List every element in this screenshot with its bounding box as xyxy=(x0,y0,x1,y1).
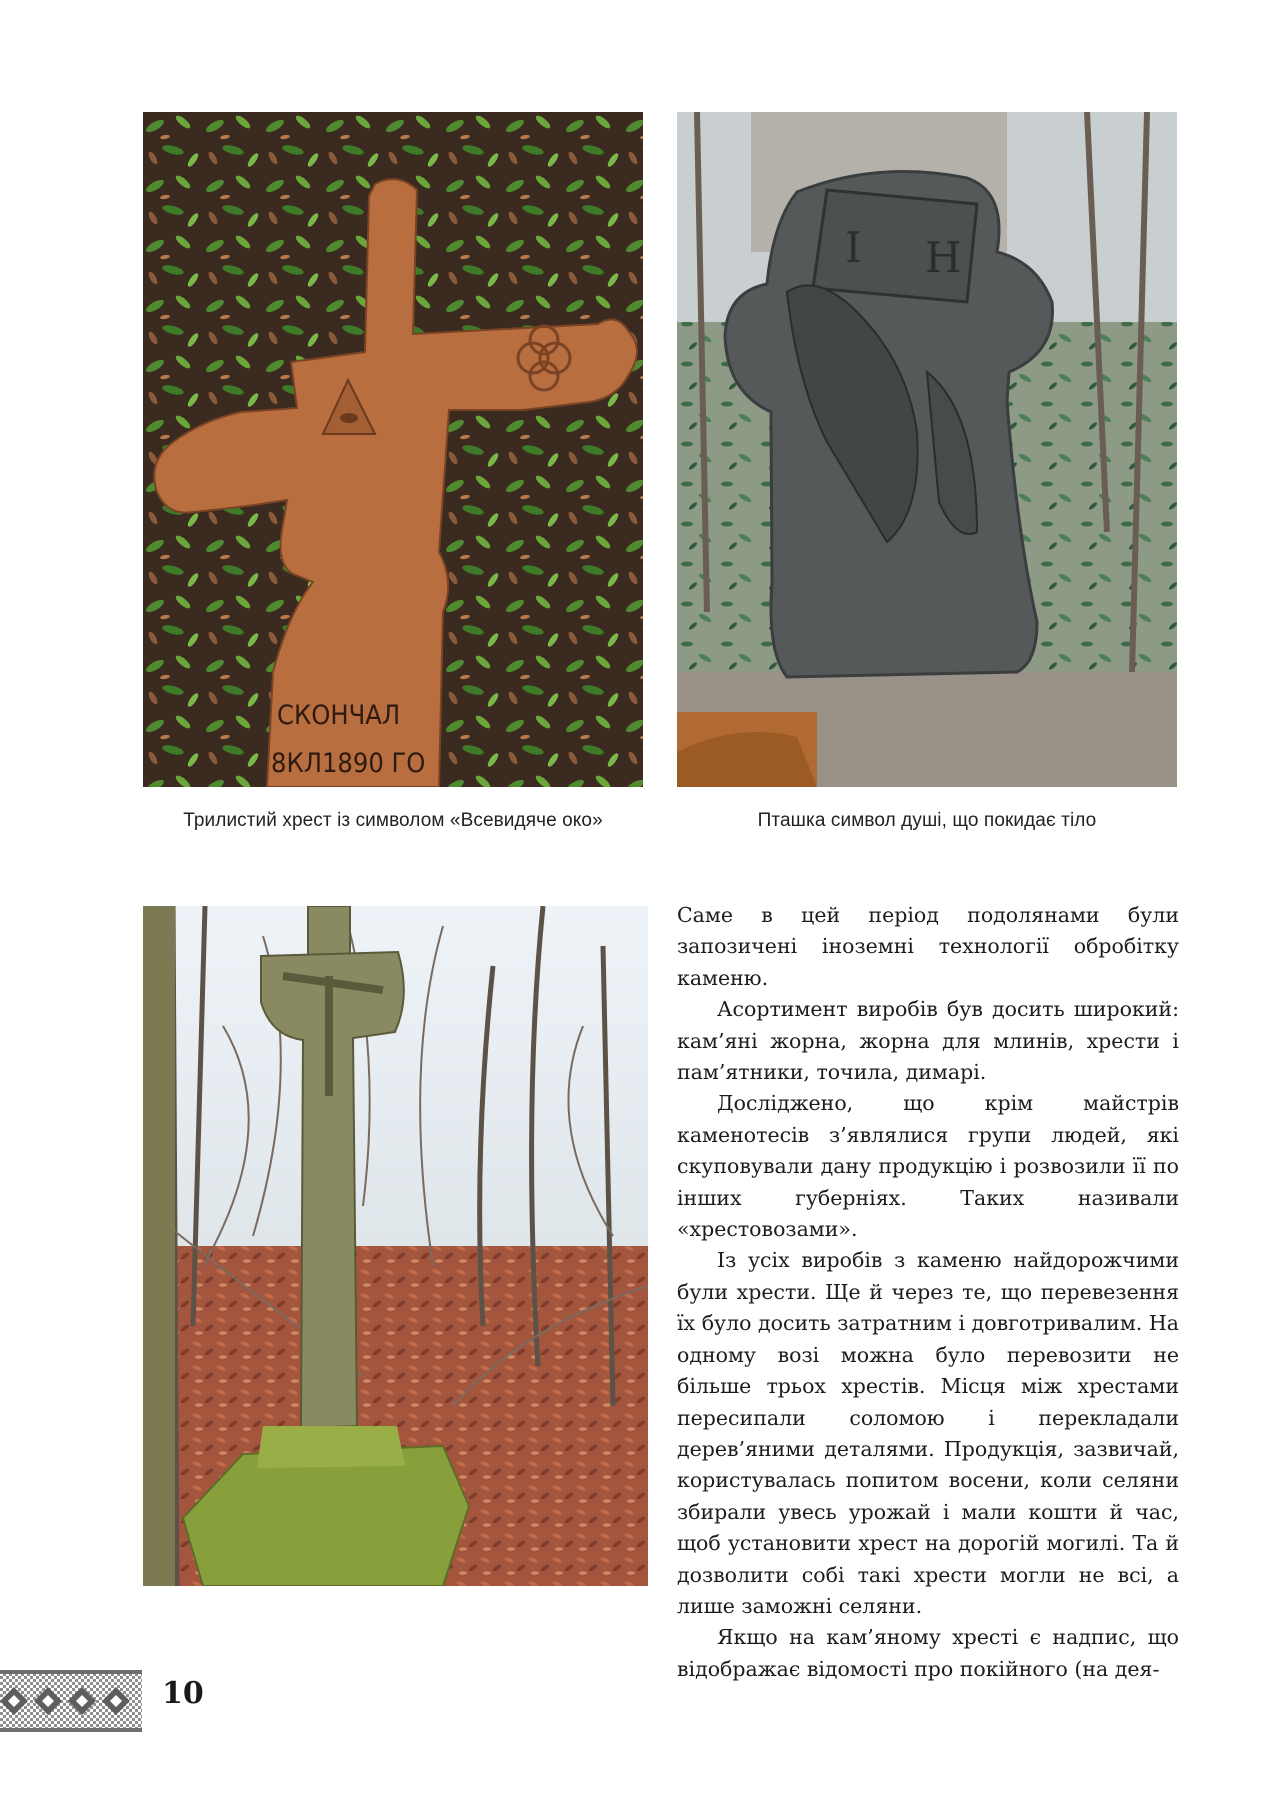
photo1-inscription-line1: СКОНЧАЛ xyxy=(277,700,401,731)
photo-trefoil-cross xyxy=(143,112,643,787)
embroidery-ornament xyxy=(0,1670,142,1732)
photo2-letter-left: І xyxy=(845,223,862,272)
photo-forest-cross xyxy=(143,906,648,1586)
page-number: 10 xyxy=(162,1676,204,1711)
photo2-letter-right: Н xyxy=(925,233,962,282)
article-text xyxy=(677,900,1179,1685)
paragraph-3: Досліджено, що крім майстрів каменотесів з’являлися групи людей, які скуповували дану продукцію і розвозили її по інших губерніях. Таких називали «хрестовозами». xyxy=(677,1091,1179,1242)
paragraph-4: Із усіх виробів з каменю найдорожчими були хрести. Ще й через те, що перевезення їх було досить затратним і довготривалим. На одному возі можна було перевозити не більше трьох хрестів. Місця між хрестами пересипали соломою і перекладали дерев’яними деталями. Продукція, зазвичай, користувалась попитом восени, коли селяни збирали увесь урожай і мали кошти й час, щоб установити хрест на дорогій могилі. Та й дозволити собі такі хрести могли не всі, а лише заможні селяни. xyxy=(677,1248,1179,1618)
paragraph-2: Асортимент виробів був досить широкий: кам’яні жорна, жорна для млинів, хрести і пам’ятники, точила, димарі. xyxy=(677,997,1179,1085)
photo1-inscription-line2: 8КЛ1890 ГО xyxy=(271,748,426,779)
caption-bird-cross: Пташка символ душі, що покидає тіло xyxy=(757,810,1097,831)
photo-bird-cross-image xyxy=(677,112,1177,787)
caption-trefoil-cross: Трилистий хрест із символом «Всевидяче око» xyxy=(183,810,603,831)
photo-bird-cross xyxy=(677,112,1177,787)
photo-forest-cross-image xyxy=(143,906,648,1586)
paragraph-5: Якщо на кам’яному хресті є надпис, що відображає відомості про покійного (на дея- xyxy=(677,1625,1179,1681)
photo-trefoil-cross-image xyxy=(143,112,643,787)
paragraph-1: Саме в цей період подолянами були запозичені іноземні технології обробітку каменю. xyxy=(677,903,1179,990)
